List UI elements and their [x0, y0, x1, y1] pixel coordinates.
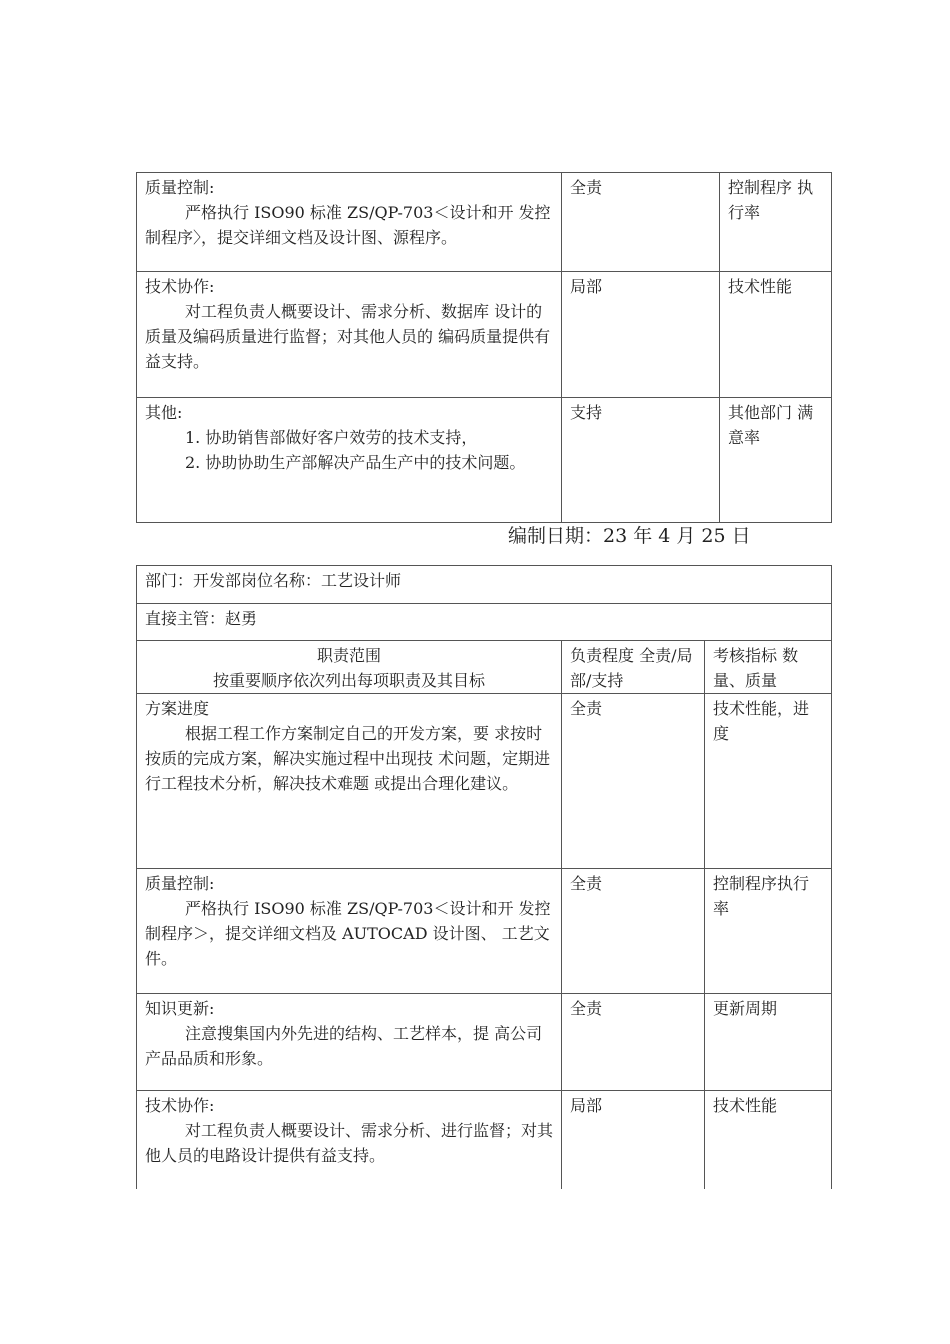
- kpi-cell: 控制程序 执行率: [720, 173, 832, 272]
- duty-heading: 知识更新:: [145, 999, 215, 1018]
- duty-heading: 其他:: [145, 403, 183, 422]
- scope-title: 职责范围: [316, 646, 381, 665]
- table-row: [137, 994, 832, 1091]
- duty-cell: [137, 694, 562, 869]
- degree-cell: 局部: [562, 1091, 705, 1189]
- kpi-cell: 更新周期: [705, 994, 832, 1091]
- kpi-cell: 其他部门 满意率: [720, 398, 832, 523]
- duty-body: 注意搜集国内外先进的结构、工艺样本，提 高公司产品品质和形象。: [145, 1024, 543, 1068]
- table-row: [137, 173, 832, 272]
- duty-body: 对工程负责人概要设计、需求分析、进行监督；对其他人员的电路设计提供有益支持。: [145, 1121, 554, 1165]
- table-row: [137, 694, 832, 869]
- table-row: [137, 604, 832, 641]
- kpi-cell: 技术性能，进度: [705, 694, 832, 869]
- responsibility-table-continued: [136, 172, 832, 523]
- kpi-header: 考核指标 数量、质量: [705, 641, 832, 694]
- degree-cell: 全责: [562, 173, 720, 272]
- scope-header: [137, 641, 562, 694]
- table-row: [137, 272, 832, 398]
- degree-cell: 全责: [562, 994, 705, 1091]
- duty-heading: 方案进度: [145, 699, 210, 718]
- duty-cell: [137, 398, 562, 523]
- duty-heading: 质量控制:: [145, 874, 215, 893]
- degree-header: 负责程度 全责/局部/支持: [562, 641, 705, 694]
- table-row: [137, 566, 832, 604]
- direct-manager-line: 直接主管：赵勇: [137, 604, 832, 641]
- header-row: [137, 641, 832, 694]
- duty-cell: [137, 173, 562, 272]
- duty-body: 根据工程工作方案制定自己的开发方案，要 求按时按质的完成方案，解决实施过程中出现技 术问题，定期进行工程技术分析，解决技术难题 或提出合理化建议。: [145, 724, 551, 793]
- degree-cell: 全责: [562, 869, 705, 994]
- degree-cell: 全责: [562, 694, 705, 869]
- duty-body: 严格执行 ISO90 标准 ZS/QP-703＜设计和开 发控制程序＞，提交详细文档及 AUTOCAD 设计图、 工艺文件。: [145, 899, 551, 968]
- duty-cell: [137, 994, 562, 1091]
- duty-cell: [137, 272, 562, 398]
- list-item: 1. 协助销售部做好客户效劳的技术支持，: [185, 428, 478, 447]
- degree-cell: 局部: [562, 272, 720, 398]
- duty-body: 对工程负责人概要设计、需求分析、数据库 设计的质量及编码质量进行监督；对其他人员的 编码质量提供有益支持。: [145, 302, 551, 371]
- table-row: [137, 869, 832, 994]
- duty-cell: [137, 869, 562, 994]
- kpi-cell: 技术性能: [705, 1091, 832, 1189]
- duty-heading: 质量控制:: [145, 178, 215, 197]
- department-position-line: 部门：开发部岗位名称：工艺设计师: [137, 566, 832, 604]
- kpi-cell: 控制程序执行率: [705, 869, 832, 994]
- duty-cell: [137, 1091, 562, 1189]
- list-item: 2. 协助协助生产部解决产品生产中的技术问题。: [185, 453, 526, 472]
- job-description-table: [136, 565, 832, 1189]
- scope-subtitle: 按重要顺序依次列出每项职责及其目标: [212, 671, 485, 690]
- duty-heading: 技术协作:: [145, 1096, 215, 1115]
- table-row: [137, 398, 832, 523]
- compile-date: 编制日期：23 年 4 月 25 日: [508, 525, 751, 547]
- duty-heading: 技术协作:: [145, 277, 215, 296]
- degree-cell: 支持: [562, 398, 720, 523]
- table-row: [137, 1091, 832, 1189]
- kpi-cell: 技术性能: [720, 272, 832, 398]
- duty-body: 严格执行 ISO90 标准 ZS/QP-703＜设计和开 发控制程序〉，提交详细文档及设计图、源程序。: [145, 203, 551, 247]
